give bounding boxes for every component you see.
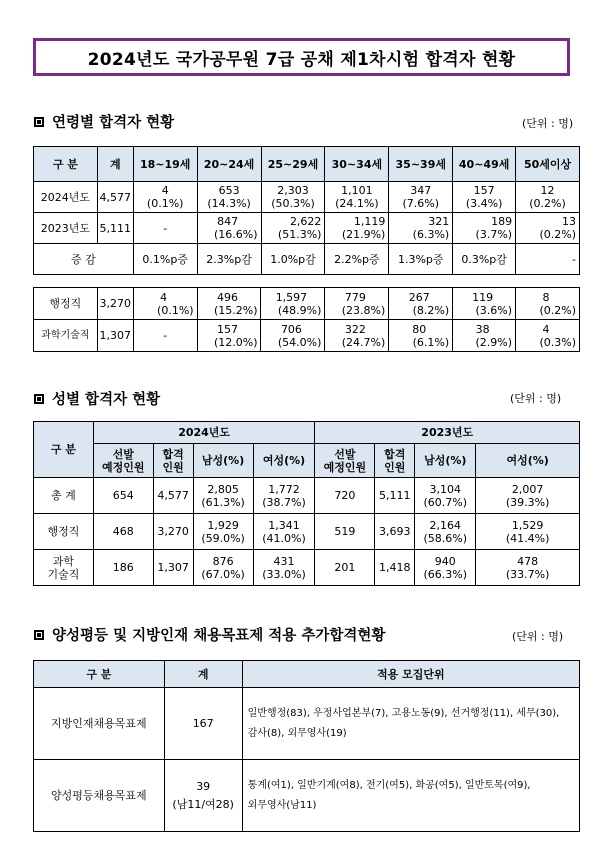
row-label: 지방인재채용목표제 <box>34 688 165 760</box>
cell: 1,597 (48.9%) <box>261 288 325 320</box>
gender-row-total <box>34 478 580 514</box>
cell: 1,772 (38.7%) <box>253 478 315 514</box>
extra-head-label: 구 분 <box>34 661 165 688</box>
gender-unit: (단위 : 명) <box>510 392 562 405</box>
age-table-by-type <box>33 287 580 352</box>
cell: 322 (24.7%) <box>325 320 389 352</box>
gender-head-label: 구 분 <box>34 422 94 478</box>
cell: 2,805 (61.3%) <box>193 478 253 514</box>
row-label: 2023년도 <box>34 213 98 244</box>
row-label: 양성평등채용목표제 <box>34 760 165 832</box>
gender-head-2024: 2024년도 <box>93 422 315 444</box>
square-bullet-icon <box>34 117 44 127</box>
square-bullet-icon <box>34 630 44 640</box>
cell: 157 (12.0%) <box>197 320 261 352</box>
row-total: 3,270 <box>97 288 133 320</box>
cell: 519 <box>315 514 375 550</box>
cell: 940 (66.3%) <box>415 550 476 586</box>
cell: 80 (6.1%) <box>389 320 453 352</box>
cell: 119 (3.6%) <box>453 288 516 320</box>
extra-head-units: 적용 모집단위 <box>242 661 579 688</box>
cell: 720 <box>315 478 375 514</box>
cell: 3,270 <box>153 514 193 550</box>
cell: 1,341 (41.0%) <box>253 514 315 550</box>
gender-table <box>33 421 580 586</box>
cell: 38 (2.9%) <box>453 320 516 352</box>
age-head-total: 계 <box>97 147 133 182</box>
cell: 847 (16.6%) <box>197 213 261 244</box>
cell: 2,164 (58.6%) <box>415 514 476 550</box>
gender-section-heading: 성별 합격자 현황 <box>34 388 160 409</box>
cell: - <box>133 213 197 244</box>
row-total: 4,577 <box>97 182 133 213</box>
age-head-col: 20~24세 <box>197 147 261 182</box>
cell: 431 (33.0%) <box>253 550 315 586</box>
subhead-male: 남성(%) <box>415 444 476 478</box>
cell: 157 (3.4%) <box>453 182 516 213</box>
cell: 186 <box>93 550 153 586</box>
cell: 876 (67.0%) <box>193 550 253 586</box>
age-section-heading: 연령별 합격자 현황 <box>34 111 174 132</box>
change-cell: 2.3%p감 <box>197 244 261 275</box>
cell: 3,693 <box>375 514 415 550</box>
extra-row-local <box>34 688 580 760</box>
cell: 4,577 <box>153 478 193 514</box>
row-label: 과학 기술직 <box>34 550 94 586</box>
gender-head-2023: 2023년도 <box>315 422 580 444</box>
change-cell: 1.0%p감 <box>261 244 325 275</box>
cell: 8 (0.2%) <box>516 288 580 320</box>
cell: - <box>133 320 197 352</box>
cell: 12 (0.2%) <box>516 182 580 213</box>
extra-unit: (단위 : 명) <box>512 630 564 643</box>
row-label: 행정직 <box>34 514 94 550</box>
cell: 4 (0.1%) <box>133 288 197 320</box>
age-change-row <box>34 244 580 275</box>
cell: 653 (14.3%) <box>197 182 261 213</box>
cell: 3,104 (60.7%) <box>415 478 476 514</box>
subhead-planned: 선발 예정인원 <box>315 444 375 478</box>
cell: 2,622 (51.3%) <box>261 213 325 244</box>
row-units: 일반행정(83), 우정사업본부(7), 고용노동(9), 선거행정(11), 세무(30), 감사(8), 외무영사(19) <box>242 688 579 760</box>
cell: 496 (15.2%) <box>197 288 261 320</box>
row-label: 과학기술직 <box>34 320 98 352</box>
square-bullet-icon <box>34 394 44 404</box>
cell: 779 (23.8%) <box>325 288 389 320</box>
extra-head-total: 계 <box>164 661 242 688</box>
age-row-2024 <box>34 182 580 213</box>
age-head-col: 35~39세 <box>389 147 453 182</box>
change-label: 증 감 <box>34 244 134 275</box>
page-title: 2024년도 국가공무원 7급 공채 제1차시험 합격자 현황 <box>33 38 570 76</box>
cell: 189 (3.7%) <box>453 213 516 244</box>
cell: 1,929 (59.0%) <box>193 514 253 550</box>
age-head-col: 30~34세 <box>325 147 389 182</box>
gender-year-row <box>34 422 580 444</box>
row-total: 5,111 <box>97 213 133 244</box>
cell: 267 (8.2%) <box>389 288 453 320</box>
subhead-passed: 합격 인원 <box>153 444 193 478</box>
age-row-science <box>34 320 580 352</box>
cell: 201 <box>315 550 375 586</box>
age-header-row <box>34 147 580 182</box>
row-label: 총 계 <box>34 478 94 514</box>
cell: 1,101 (24.1%) <box>325 182 389 213</box>
cell: 2,303 (50.3%) <box>261 182 325 213</box>
row-total: 167 <box>164 688 242 760</box>
cell: 654 <box>93 478 153 514</box>
cell: 347 (7.6%) <box>389 182 453 213</box>
extra-header-row <box>34 661 580 688</box>
cell: 706 (54.0%) <box>261 320 325 352</box>
cell: 478 (33.7%) <box>476 550 580 586</box>
row-units: 통계(여1), 일반기계(여8), 전기(여5), 화공(여5), 일반토목(여9), 외무영사(남11) <box>242 760 579 832</box>
age-unit: (단위 : 명) <box>522 117 574 130</box>
subhead-female: 여성(%) <box>253 444 315 478</box>
age-head-col: 25~29세 <box>261 147 325 182</box>
age-head-label: 구 분 <box>34 147 98 182</box>
gender-subhead-row <box>34 444 580 478</box>
cell: 1,418 <box>375 550 415 586</box>
row-label: 행정직 <box>34 288 98 320</box>
cell: 5,111 <box>375 478 415 514</box>
row-total: 1,307 <box>97 320 133 352</box>
age-head-col: 50세이상 <box>516 147 580 182</box>
subhead-female: 여성(%) <box>476 444 580 478</box>
extra-row-gender <box>34 760 580 832</box>
cell: 4 (0.3%) <box>516 320 580 352</box>
age-row-admin <box>34 288 580 320</box>
change-cell: 0.3%p감 <box>453 244 516 275</box>
age-row-2023 <box>34 213 580 244</box>
age-head-col: 40~49세 <box>453 147 516 182</box>
gender-row-science <box>34 550 580 586</box>
cell: 4 (0.1%) <box>133 182 197 213</box>
cell: 321 (6.3%) <box>389 213 453 244</box>
gender-row-admin <box>34 514 580 550</box>
cell: 1,529 (41.4%) <box>476 514 580 550</box>
change-cell: - <box>516 244 580 275</box>
change-cell: 1.3%p증 <box>389 244 453 275</box>
change-cell: 0.1%p증 <box>133 244 197 275</box>
cell: 1,307 <box>153 550 193 586</box>
extra-section-heading: 양성평등 및 지방인재 채용목표제 적용 추가합격현황 <box>34 624 385 645</box>
cell: 1,119 (21.9%) <box>325 213 389 244</box>
cell: 2,007 (39.3%) <box>476 478 580 514</box>
cell: 13 (0.2%) <box>516 213 580 244</box>
subhead-male: 남성(%) <box>193 444 253 478</box>
change-cell: 2.2%p증 <box>325 244 389 275</box>
row-total: 39 (남11/여28) <box>164 760 242 832</box>
age-table <box>33 146 580 275</box>
subhead-passed: 합격 인원 <box>375 444 415 478</box>
cell: 468 <box>93 514 153 550</box>
extra-table <box>33 660 580 832</box>
age-head-col: 18~19세 <box>133 147 197 182</box>
subhead-planned: 선발 예정인원 <box>93 444 153 478</box>
row-label: 2024년도 <box>34 182 98 213</box>
